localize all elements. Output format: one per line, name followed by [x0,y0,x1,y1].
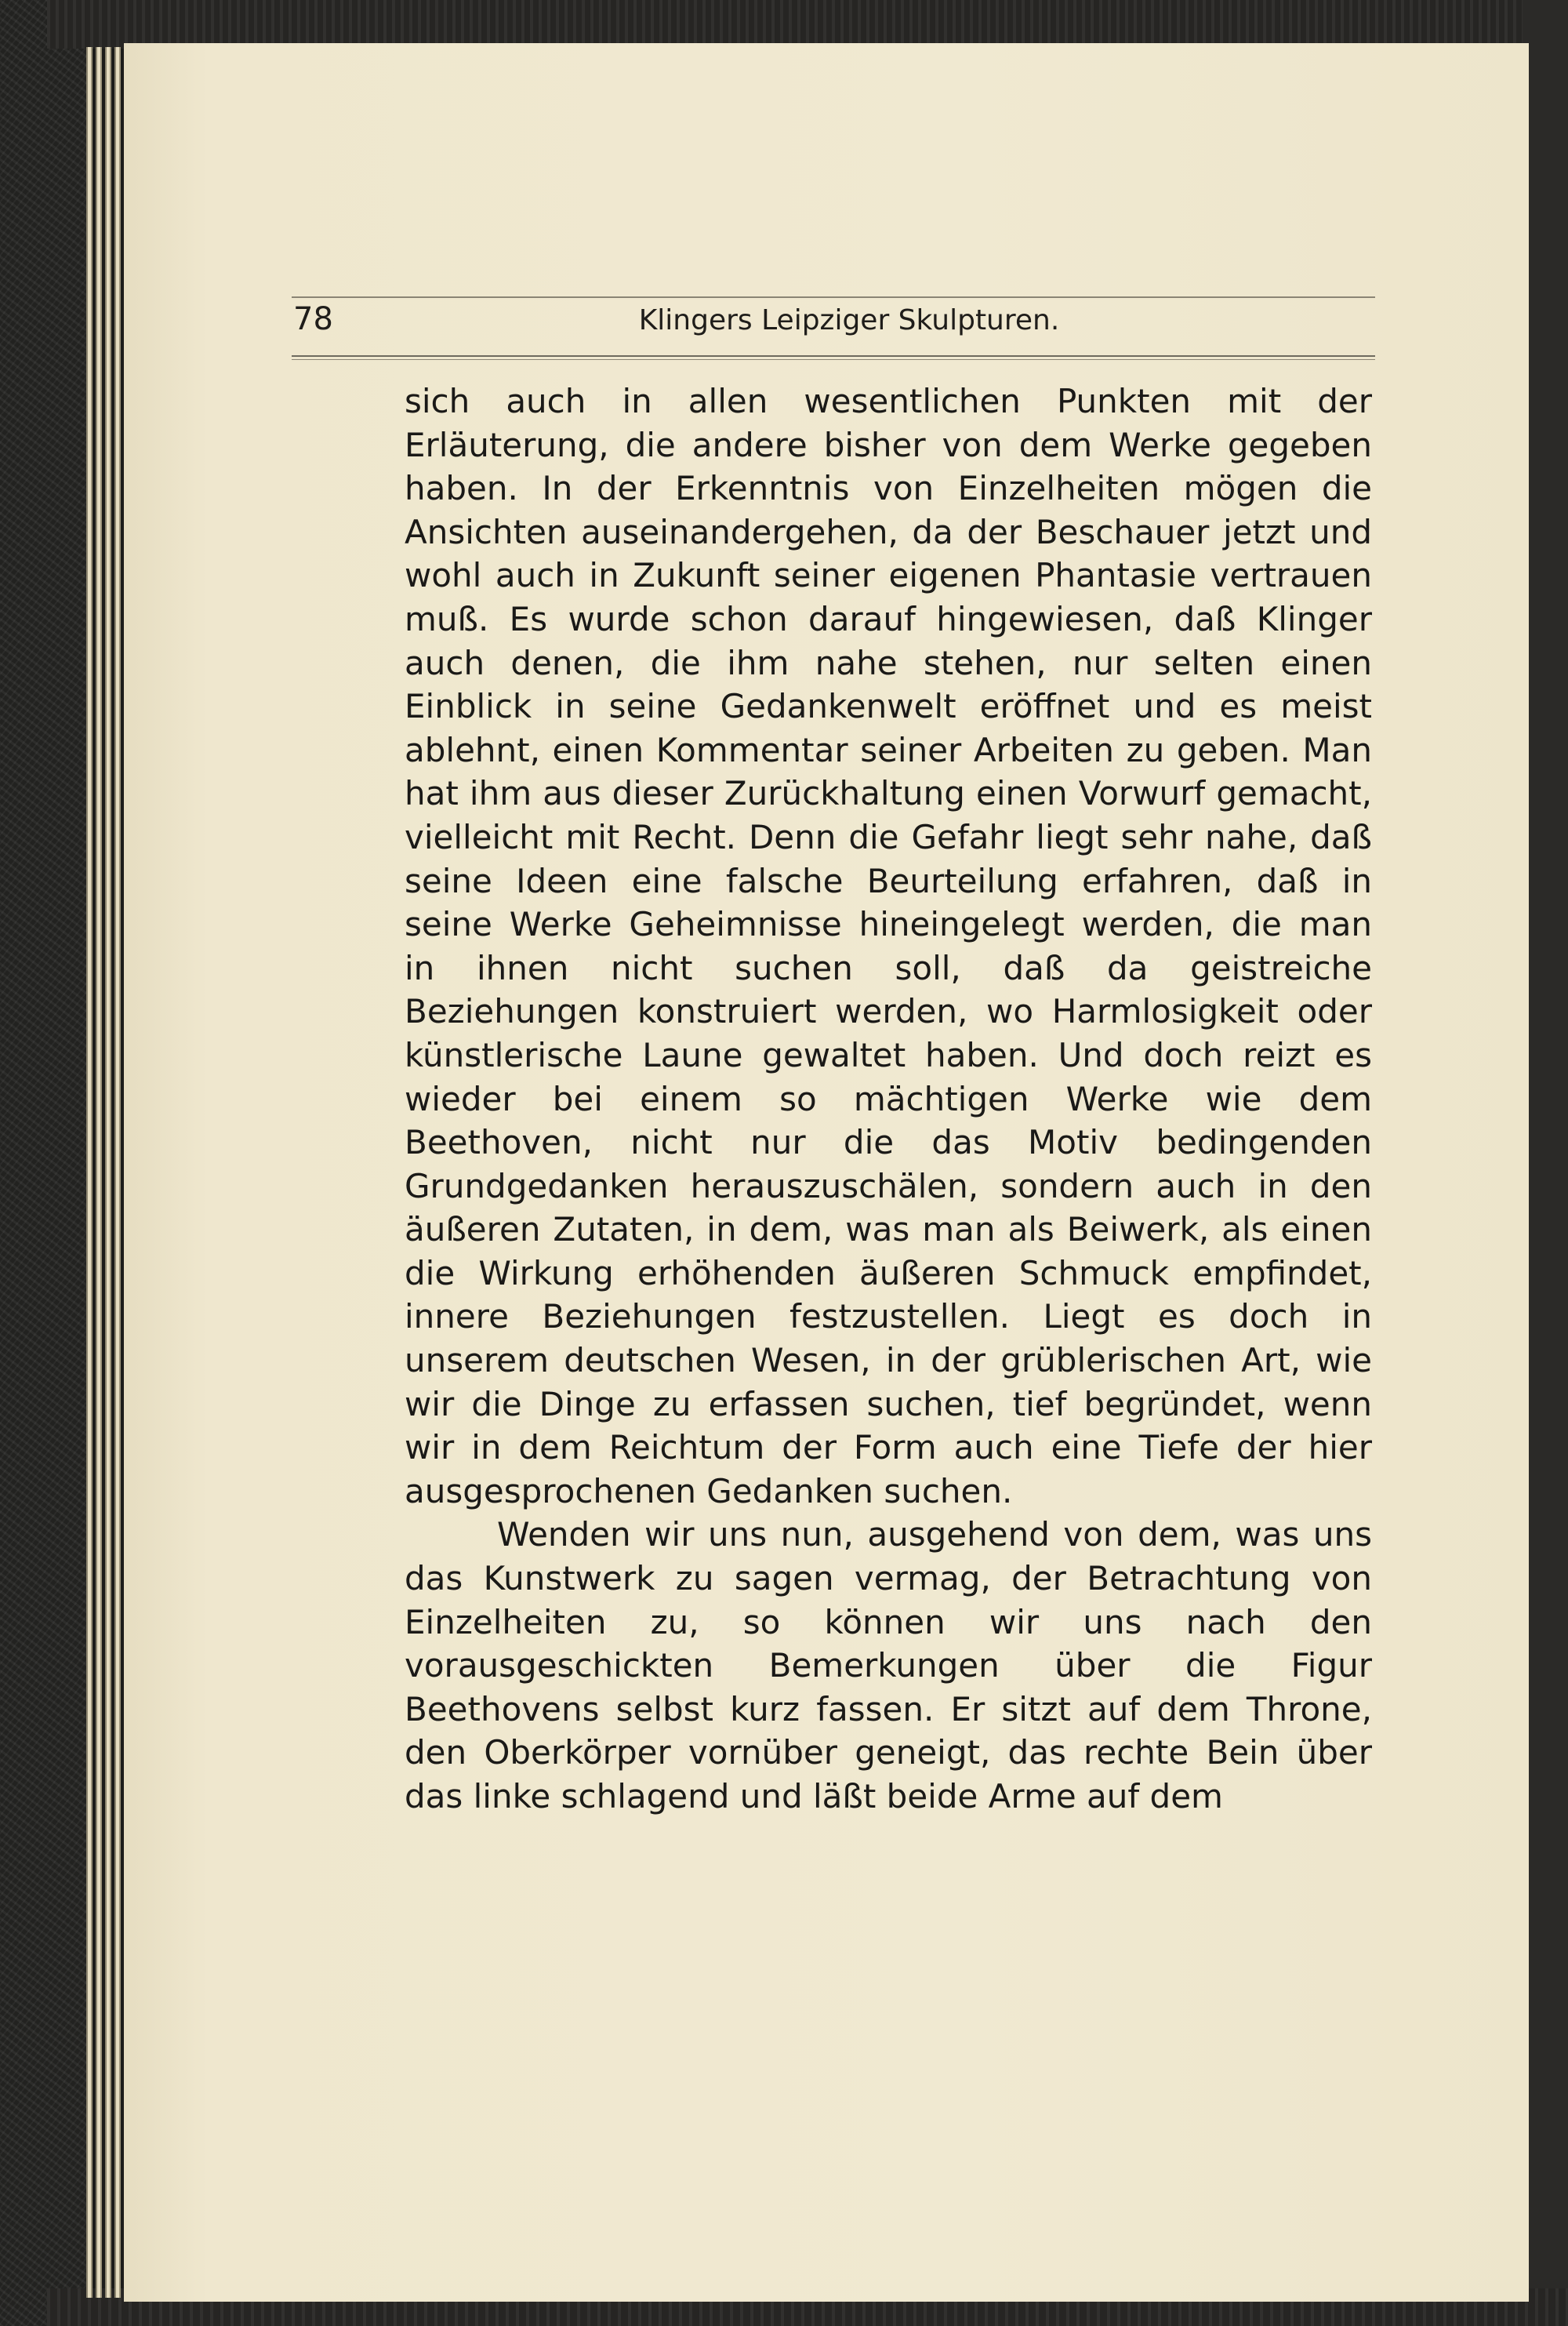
paragraph: Wenden wir uns nun, ausgehend von dem, was uns das Kunstwerk zu sagen vermag, der Betrachtung von Einzelheiten zu, so können wir uns nach den vorausgeschickten Bemerkungen über die Figur Beethovens selbst kurz fassen. Er sitzt auf dem Throne, den Oberkörper vornüber geneigt, das rechte Bein über das linke schlagend und läßt beide Arme auf dem [405,1515,1372,1815]
book-binding [0,0,90,2326]
page-edge [114,47,121,2298]
running-title: Klingers Leipziger Skulpturen. [638,304,1060,336]
page-edge [96,47,102,2298]
page-edge [86,47,93,2298]
body-text [405,380,1372,1819]
header-rule [292,355,1375,360]
page-edge [105,47,111,2298]
paragraph: sich auch in allen wesentlichen Punkten mit der Erläuterung, die andere bisher von dem Werke gegeben haben. In der Erkenntnis von Einzelheiten mögen die Ansichten auseinandergehen, da der Beschauer jetzt und wohl auch in Zukunft seiner eigenen Phantasie vertrauen muß. Es wurde schon darauf hingewiesen, daß Klinger auch denen, die ihm nahe stehen, nur selten einen Einblick in seine Gedankenwelt eröffnet und es meist ablehnt, einen Kommentar seiner Arbeiten zu geben. Man hat ihm aus dieser Zurückhaltung einen Vorwurf gemacht, vielleicht mit Recht. Denn die Gefahr liegt sehr nahe, daß seine Ideen eine falsche Beurteilung erfahren, daß in seine Werke Geheimnisse hineingelegt werden, die man in ihnen nicht suchen soll, daß da geistreiche Beziehungen konstruiert werden, wo Harmlosigkeit oder künstlerische Laune gewaltet haben. Und doch reizt es wieder bei einem so mächtigen Werke wie dem Beethoven, nicht nur die das Motiv bedingenden Grundgedanken herauszuschälen, sondern auch in den äußeren Zutaten, in dem, was man als Beiwerk, als einen die Wirkung erhöhenden äußeren Schmuck empfindet, innere Beziehungen festzustellen. Liegt es doch in unserem deutschen Wesen, in der grüblerischen Art, wie wir die Dinge zu erfassen suchen, tief begründet, wenn wir in dem Reichtum der Form auch eine Tiefe der hier ausgesprochenen Gedanken suchen. [405,382,1372,1510]
page-header [292,296,1375,364]
book-right-edge [1523,0,1568,2326]
page-number: 78 [293,301,333,337]
book-top-edge [47,0,1568,49]
